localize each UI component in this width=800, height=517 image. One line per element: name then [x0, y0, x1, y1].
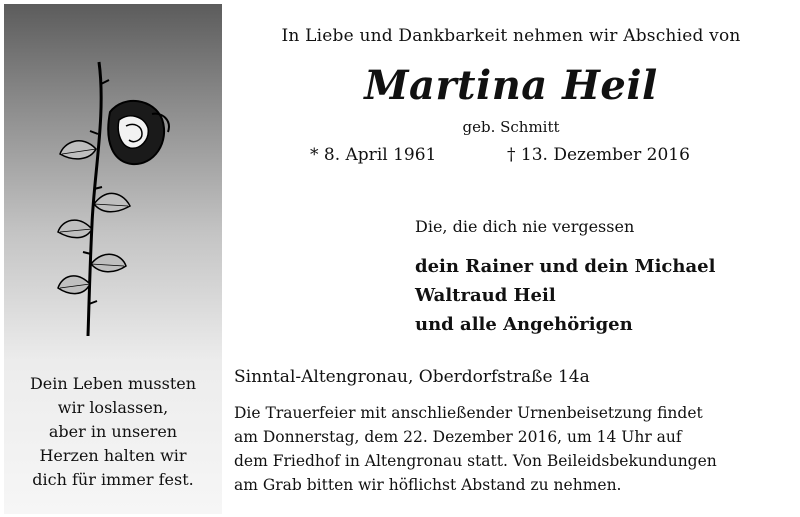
- verse: [4, 372, 222, 492]
- intro-text: In Liebe und Dankbarkeit nehmen wir Abschied von: [281, 26, 741, 46]
- rose-icon: [44, 54, 174, 344]
- funeral-notice: [234, 401, 794, 497]
- birth-date: * 8. April 1961: [310, 145, 437, 165]
- mourner: dein Rainer und dein Michael: [415, 256, 716, 277]
- notice-line: am Donnerstag, dem 22. Dezember 2016, um 14 Uhr auf: [234, 428, 682, 446]
- verse-line: dich für immer fest.: [32, 470, 194, 489]
- notice-line: dem Friedhof in Altengronau statt. Von Beileidsbekundungen: [234, 452, 717, 470]
- notice-line: Die Trauerfeier mit anschließender Urnenbeisetzung findet: [234, 404, 703, 422]
- main-content: [222, 0, 800, 517]
- verse-line: Dein Leben mussten: [29, 374, 197, 393]
- mourner: und alle Angehörigen: [415, 314, 633, 335]
- address: Sinntal-Altengronau, Oberdorfstraße 14a: [234, 367, 590, 387]
- notice-line: am Grab bitten wir höflichst Abstand zu nehmen.: [234, 476, 622, 494]
- mourners-list: [415, 252, 715, 339]
- left-panel: [4, 4, 222, 514]
- verse-line: aber in unseren: [48, 422, 178, 441]
- verse-line: Herzen halten wir: [39, 446, 187, 465]
- deceased-name: Martina Heil: [364, 62, 658, 109]
- maiden-name: geb. Schmitt: [462, 118, 560, 136]
- mourners-intro: Die, die dich nie vergessen: [415, 217, 635, 236]
- death-date: † 13. Dezember 2016: [507, 145, 690, 165]
- mourner: Waltraud Heil: [415, 285, 556, 306]
- verse-line: wir loslassen,: [57, 398, 169, 417]
